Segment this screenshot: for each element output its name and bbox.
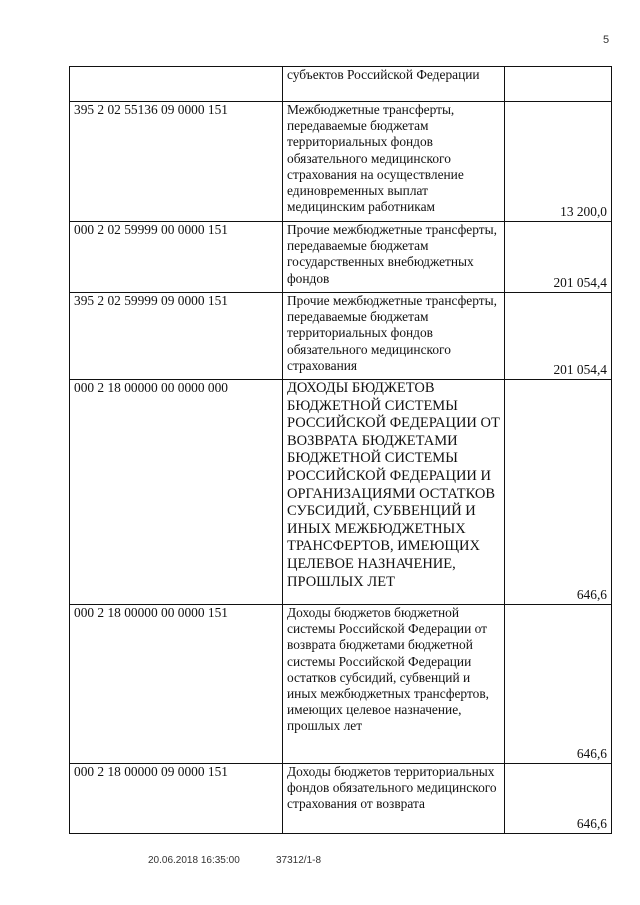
row-amount: 646,6 xyxy=(505,764,612,834)
row-code: 000 2 02 59999 00 0000 151 xyxy=(70,222,283,293)
row-code: 000 2 18 00000 00 0000 151 xyxy=(70,605,283,764)
page-number: 5 xyxy=(603,34,610,46)
budget-table xyxy=(69,66,612,834)
row-name: Прочие межбюджетные трансферты, передаваемые бюджетам государственных внебюджетных фондов xyxy=(283,222,505,293)
row-name: ДОХОДЫ БЮДЖЕТОВ БЮДЖЕТНОЙ СИСТЕМЫ РОССИЙСКОЙ ФЕДЕРАЦИИ ОТ ВОЗВРАТА БЮДЖЕТАМИ БЮДЖЕТНОЙ СИСТЕМЫ РОССИЙСКОЙ ФЕДЕРАЦИИ И ОРГАНИЗАЦИЯМИ ОСТАТКОВ СУБСИДИЙ, СУБВЕНЦИЙ И ИНЫХ МЕЖБЮДЖЕТНЫХ ТРАНСФЕРТОВ, ИМЕЮЩИХ ЦЕЛЕВОЕ НАЗНАЧЕНИЕ, ПРОШЛЫХ ЛЕТ xyxy=(283,380,505,605)
table-row xyxy=(70,293,612,380)
footer-doc-id: 37312/1-8 xyxy=(276,855,322,866)
row-code xyxy=(70,67,283,102)
table-row xyxy=(70,102,612,222)
row-name: Доходы бюджетов территориальных фондов обязательного медицинского страхования от возврата xyxy=(283,764,505,834)
row-amount: 201 054,4 xyxy=(505,293,612,380)
row-code: 395 2 02 55136 09 0000 151 xyxy=(70,102,283,222)
row-amount xyxy=(505,67,612,102)
row-amount: 201 054,4 xyxy=(505,222,612,293)
table-row xyxy=(70,67,612,102)
row-amount: 646,6 xyxy=(505,380,612,605)
row-name: Прочие межбюджетные трансферты, передаваемые бюджетам территориальных фондов обязательного медицинского страхования xyxy=(283,293,505,380)
row-code: 000 2 18 00000 09 0000 151 xyxy=(70,764,283,834)
table-row xyxy=(70,380,612,605)
row-amount: 646,6 xyxy=(505,605,612,764)
table-row xyxy=(70,764,612,834)
table-row xyxy=(70,222,612,293)
footer-datetime: 20.06.2018 16:35:00 xyxy=(148,855,240,866)
row-code: 000 2 18 00000 00 0000 000 xyxy=(70,380,283,605)
row-name: Межбюджетные трансферты, передаваемые бюджетам территориальных фондов обязательного медицинского страхования на осуществление единовременных выплат медицинским работникам xyxy=(283,102,505,222)
row-code: 395 2 02 59999 09 0000 151 xyxy=(70,293,283,380)
row-name: субъектов Российской Федерации xyxy=(283,67,505,102)
row-amount: 13 200,0 xyxy=(505,102,612,222)
table-row xyxy=(70,605,612,764)
row-name: Доходы бюджетов бюджетной системы Российской Федерации от возврата бюджетами бюджетной системы Российской Федерации остатков субсидий, субвенций и иных межбюджетных трансфертов, имеющих целевое назначение, прошлых лет xyxy=(283,605,505,764)
